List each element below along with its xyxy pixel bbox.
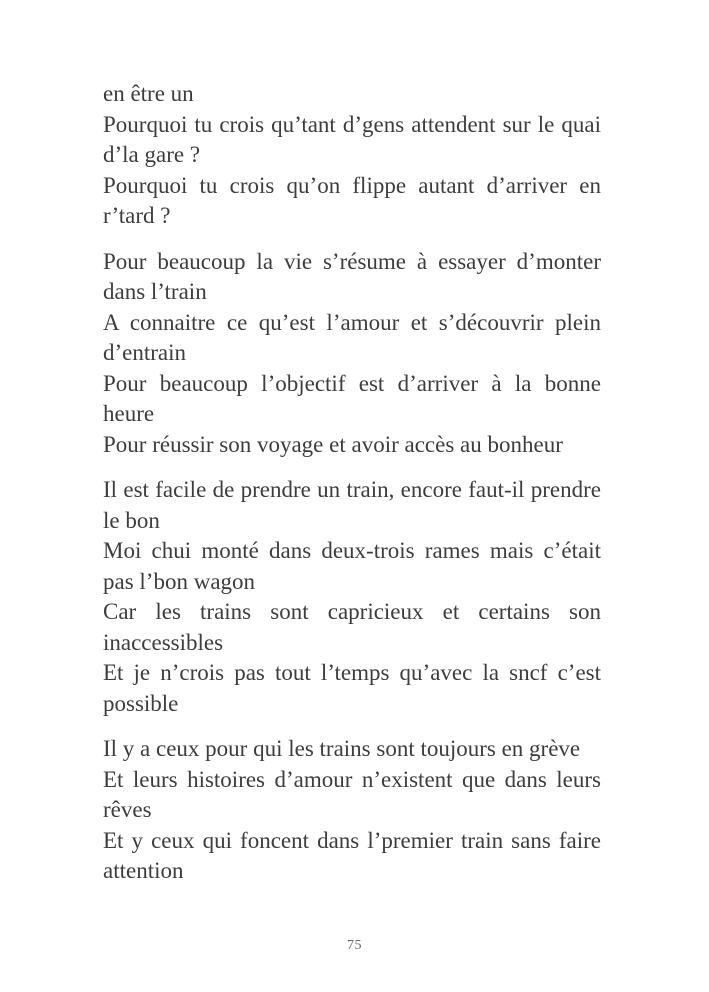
lyric-stanza bbox=[103, 79, 601, 232]
lyric-line: Et je n’crois pas tout l’temps qu’avec la sncf c’est possible bbox=[103, 660, 601, 716]
page-footer bbox=[0, 936, 709, 954]
lyric-line: Et y ceux qui foncent dans l’premier train sans faire attention bbox=[103, 827, 601, 883]
lyric-line: Et leurs histoires d’amour n’existent que dans leurs rêves bbox=[103, 766, 601, 822]
lyric-line: Moi chui monté dans deux-trois rames mais c’était pas l’bon wagon bbox=[103, 538, 601, 594]
lyric-stanza bbox=[103, 247, 601, 461]
lyric-line: Pour beaucoup la vie s’résume à essayer d’monter dans l’train bbox=[103, 248, 601, 304]
lyric-line: Pour beaucoup l’objectif est d’arriver à la bonne heure bbox=[103, 370, 601, 426]
lyric-line: Il y a ceux pour qui les trains sont toujours en grève bbox=[103, 736, 581, 761]
lyric-line: Pour réussir son voyage et avoir accès au bonheur bbox=[103, 431, 563, 457]
lyric-line: A connaitre ce qu’est l’amour et s’découvrir plein d’entrain bbox=[103, 309, 601, 365]
lyric-line: Pourquoi tu crois qu’on flippe autant d’arriver en r’tard ? bbox=[103, 172, 601, 228]
lyric-line: Il est facile de prendre un train, encore faut-il prendre le bon bbox=[103, 477, 601, 533]
lyric-line: en être un bbox=[103, 81, 194, 106]
lyric-stanza bbox=[103, 734, 601, 887]
lyric-line: Pourquoi tu crois qu’tant d’gens attendent sur le quai d’la gare ? bbox=[103, 111, 601, 167]
page-number: 75 bbox=[347, 938, 362, 953]
lyric-stanza bbox=[103, 475, 601, 719]
lyrics-text bbox=[103, 79, 601, 902]
lyric-line: Car les trains sont capricieux et certains son inaccessibles bbox=[103, 599, 601, 655]
